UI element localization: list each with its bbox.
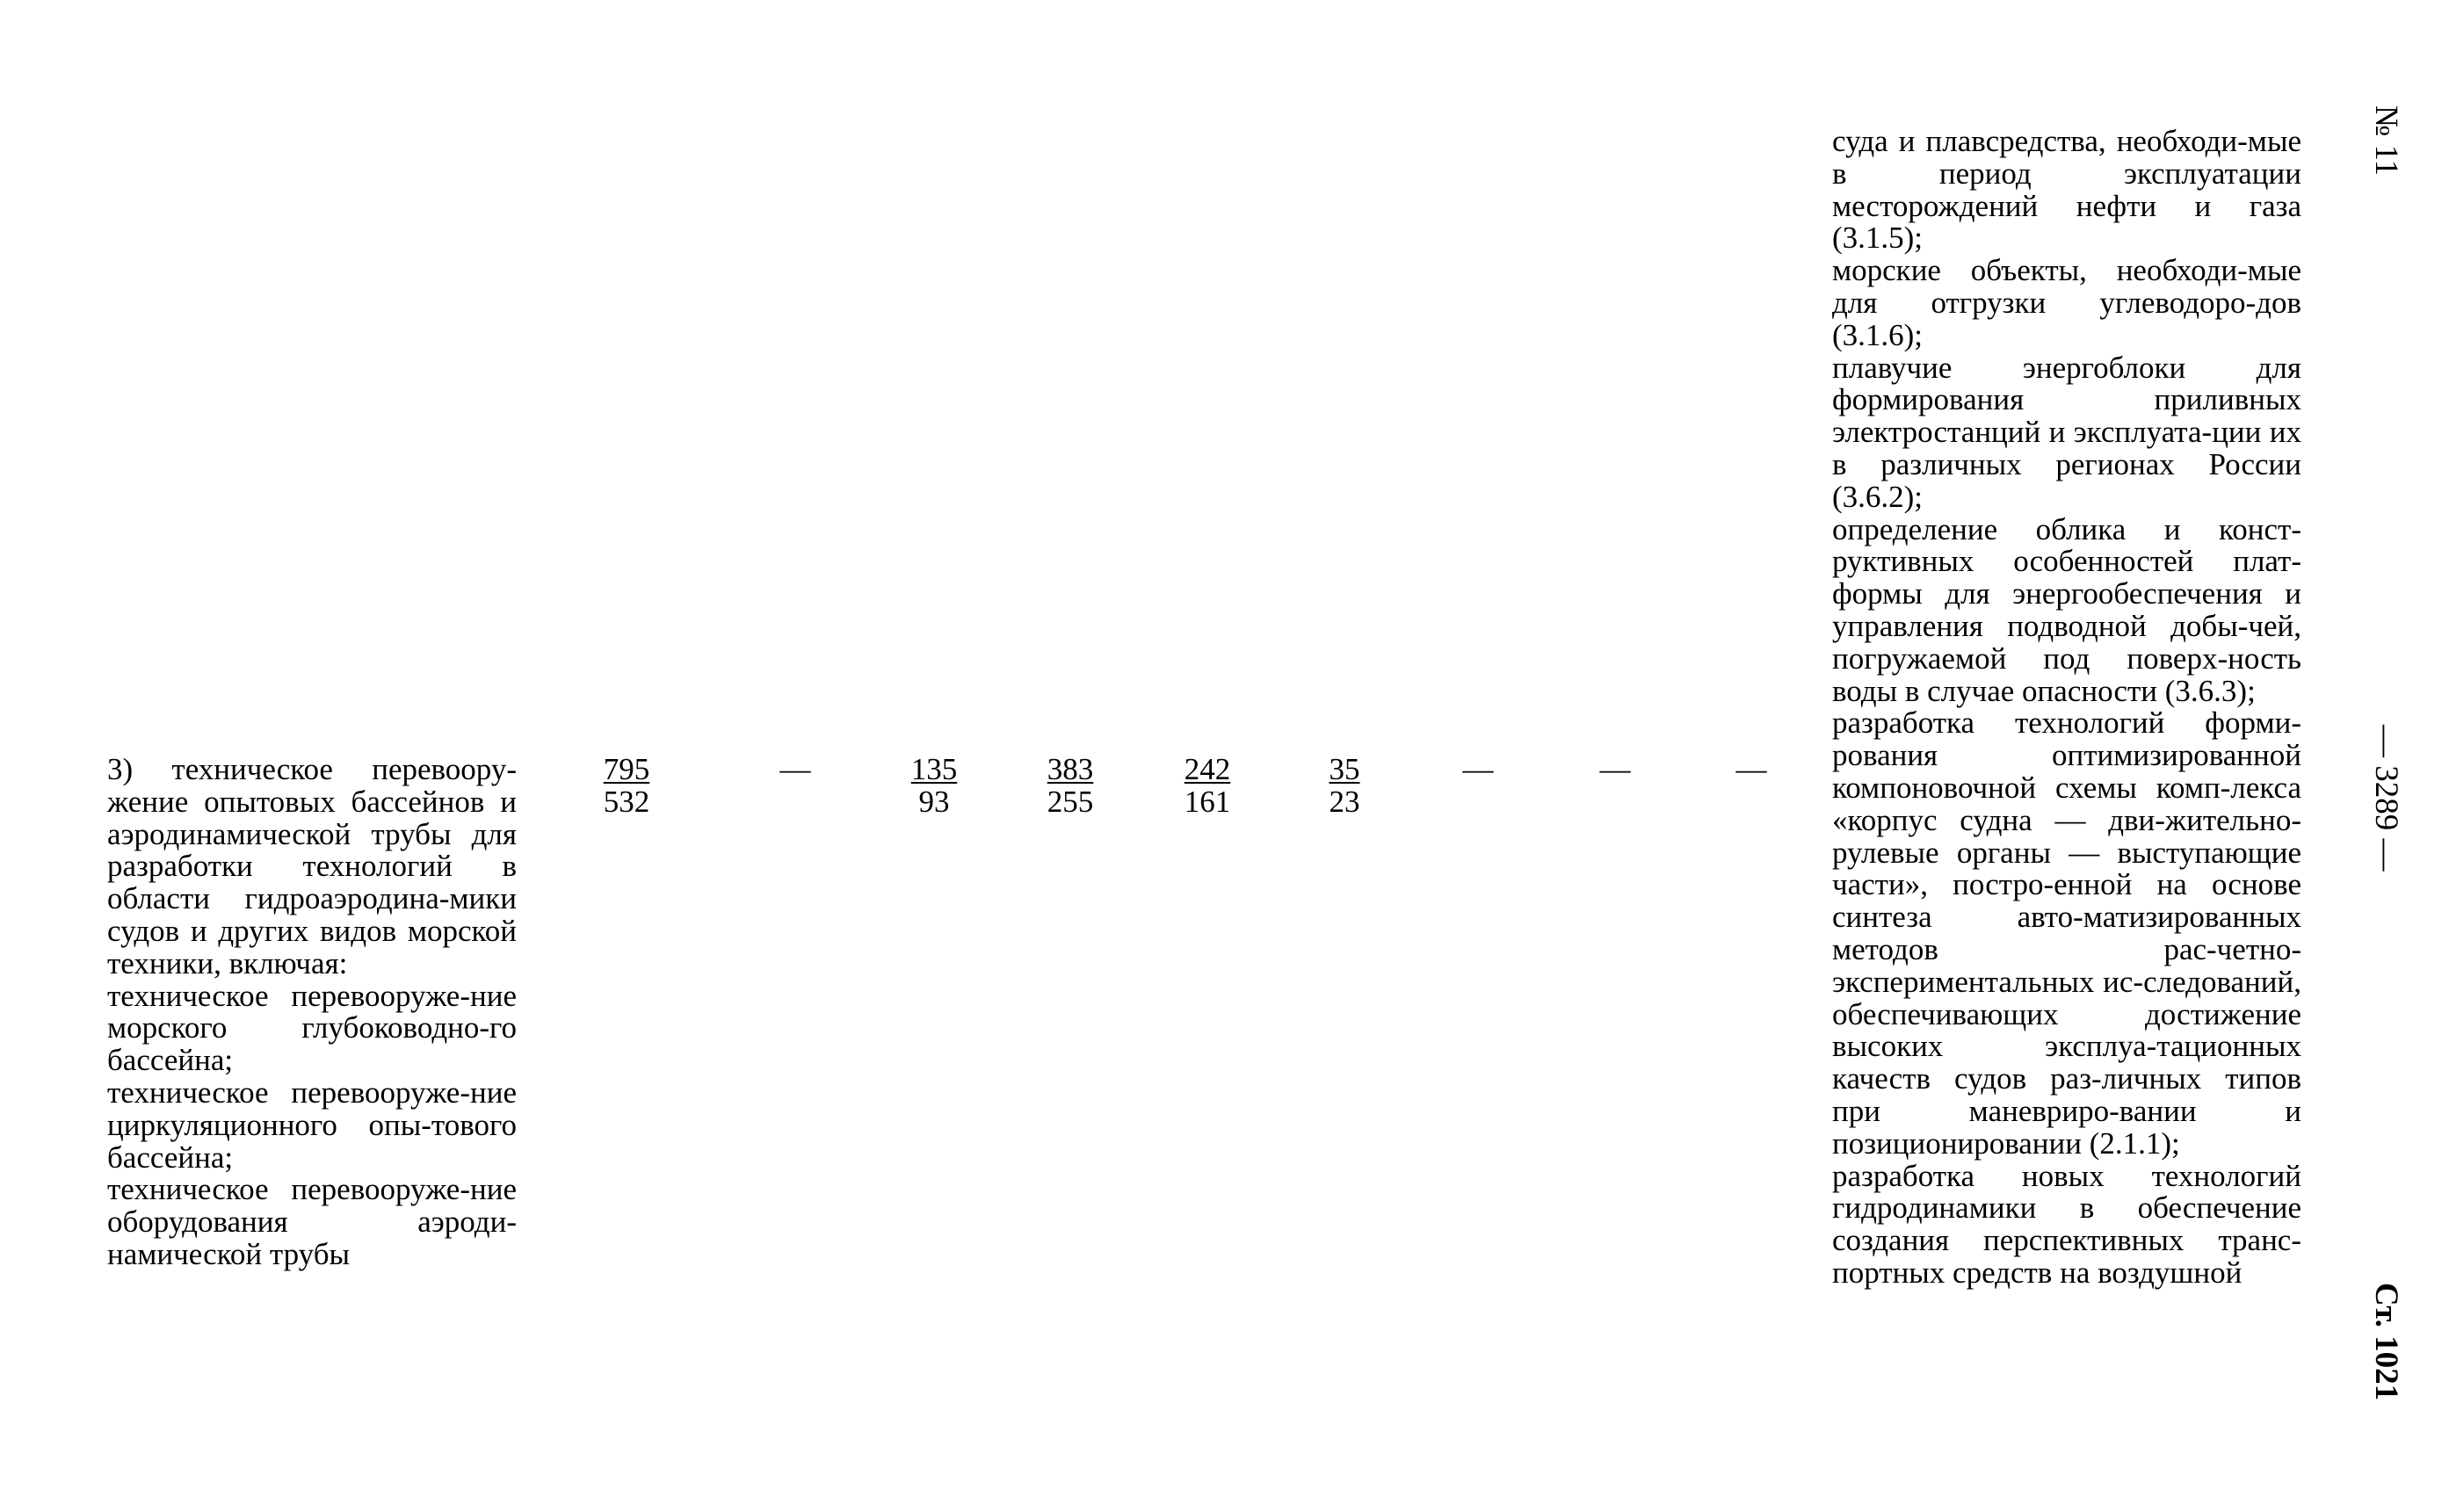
year2-denominator: 255 (1047, 784, 1094, 819)
issue-number: № 11 (2368, 105, 2404, 177)
total-value (587, 754, 666, 819)
dash-cell: — (1462, 752, 1494, 786)
year4-denominator: 23 (1329, 784, 1360, 819)
year3-numerator: 242 (1184, 752, 1231, 786)
article-number: Ст. 1021 (2368, 1283, 2404, 1401)
year4-numerator: 35 (1329, 752, 1360, 786)
year4-value (1305, 754, 1384, 819)
right-paragraph: плавучие энергоблоки для формирования приливных электростанций и эксплуата-ции их в различных регионах России (3.6.2); (1832, 350, 2301, 514)
left-paragraph: 3) техническое перевоору-жение опытовых бассейнов и аэродинамической трубы для разработки технологий в области гидроаэродина-мики судов и других видов морской техники, включая: (107, 752, 517, 980)
left-paragraph: техническое перевооруже-ние оборудования аэроди-намической трубы (107, 1172, 517, 1271)
left-paragraph: техническое перевооруже-ние циркуляционного опы-тового бассейна; (107, 1074, 517, 1175)
dash-cell: — (1599, 752, 1631, 786)
right-paragraph: определение облика и конст-руктивных особенностей плат-формы для энергообеспечения и управления подводной добы-чей, погружаемой под поверх-ность воды в случае опасности (3.6.3); (1832, 511, 2301, 708)
year1-denominator: 93 (918, 784, 950, 819)
right-paragraph: морские объекты, необходи-мые для отгрузки углеводоро-дов (3.1.6); (1832, 253, 2301, 352)
right-paragraph: разработка новых технологий гидродинамики в обеспечение создания перспективных транс-портных средств на воздушной (1832, 1158, 2301, 1290)
year2-numerator: 383 (1047, 752, 1094, 786)
total-denominator: 532 (603, 784, 650, 819)
year3-value (1168, 754, 1247, 819)
left-paragraph: техническое перевооруже-ние морского глубоководно-го бассейна; (107, 978, 517, 1078)
page-number: — 3289 — (2368, 725, 2404, 872)
year2-value (1031, 754, 1110, 819)
right-column-text (1832, 126, 2301, 1290)
right-paragraph: суда и плавсредства, необходи-мые в период эксплуатации месторождений нефти и газа (3.1.5); (1832, 124, 2301, 256)
year1-numerator: 135 (910, 752, 958, 786)
year3-denominator: 161 (1184, 784, 1231, 819)
dash-cell: — (1735, 752, 1767, 786)
dash-cell: — (779, 752, 811, 786)
year1-value (895, 754, 974, 819)
right-paragraph: разработка технологий форми-рования оптимизированной компоновочной схемы комп-лекса «корпус судна — дви-жительно-рулевые органы — выступающие части», постро-енной на основе синтеза авто-матизированных методов рас-четно-экспериментальных ис-следований, обеспечивающих достижение высоких эксплуа-тационных качеств судов раз-личных типов при маневриро-вании и позиционировании (2.1.1); (1832, 705, 2301, 1161)
side-running-header (2359, 97, 2412, 1441)
total-numerator: 795 (603, 752, 650, 786)
left-column-text (107, 754, 517, 1271)
